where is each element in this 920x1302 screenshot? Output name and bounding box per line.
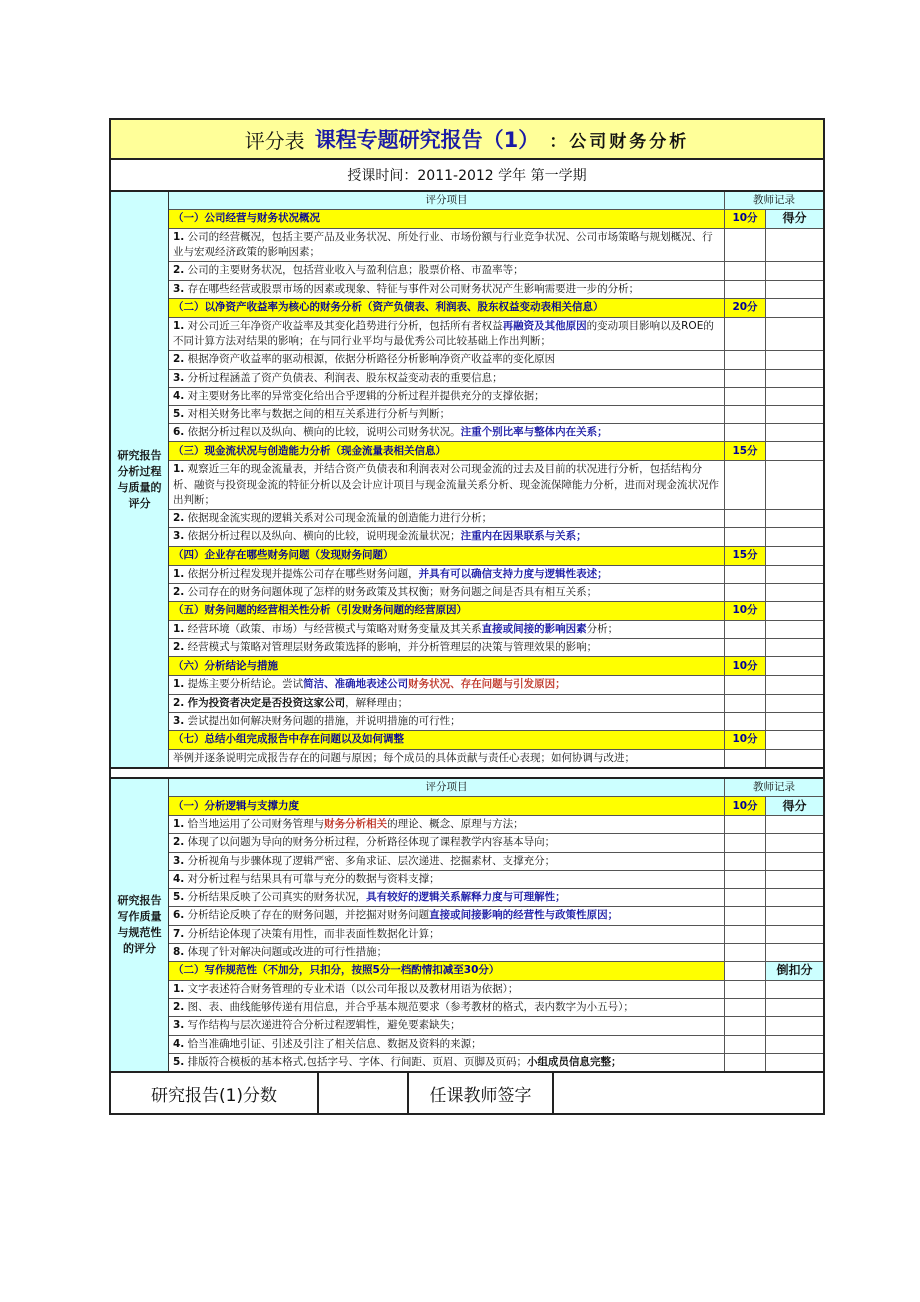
item-text: 分析结论体现了决策有用性，而非表面性数据化计算； bbox=[187, 927, 440, 940]
score-entry-cell[interactable] bbox=[765, 1054, 823, 1071]
score-entry-cell[interactable] bbox=[765, 510, 823, 527]
criteria-text bbox=[169, 566, 724, 583]
category-label: （一）分析逻辑与支撑力度 bbox=[173, 799, 299, 812]
item-text: 依据分析过程以及纵向、横向的比较，说明现金流量状况； bbox=[187, 530, 461, 543]
item-text: 恰当准确地引证、引述及引注了相关信息、数据及资料的来源； bbox=[187, 1037, 482, 1050]
item-number: 2. bbox=[173, 512, 185, 525]
score-entry-cell[interactable] bbox=[765, 351, 823, 368]
teacher-record-cell[interactable] bbox=[724, 907, 765, 924]
item-number: 2. bbox=[173, 585, 185, 598]
score-cell[interactable] bbox=[765, 602, 823, 620]
teacher-header: 教师记录 bbox=[724, 779, 823, 796]
criteria-row bbox=[169, 262, 823, 280]
teacher-record-cell[interactable] bbox=[724, 351, 765, 368]
teacher-record-cell[interactable] bbox=[724, 281, 765, 298]
teacher-record-cell[interactable] bbox=[724, 695, 765, 712]
criteria-row bbox=[169, 981, 823, 999]
score-entry-cell[interactable] bbox=[765, 981, 823, 998]
item-text: 恰当地运用了公司财务管理与 bbox=[187, 818, 325, 831]
item-text: 对主要财务比率的异常变化给出合乎逻辑的分析过程并提供充分的支撑依据； bbox=[187, 389, 545, 402]
teacher-record-cell[interactable] bbox=[724, 676, 765, 693]
item-number: 4. bbox=[173, 389, 185, 402]
item-number: 3. bbox=[173, 1019, 185, 1032]
score-cell[interactable] bbox=[765, 547, 823, 565]
criteria-row bbox=[169, 907, 823, 925]
score-entry-cell[interactable] bbox=[765, 1017, 823, 1034]
category-row bbox=[169, 657, 823, 676]
item-number: 3. bbox=[173, 530, 185, 543]
criteria-row bbox=[169, 713, 823, 731]
criteria-text bbox=[169, 834, 724, 851]
criteria-row bbox=[169, 1036, 823, 1054]
item-number: 5. bbox=[173, 1055, 185, 1068]
teacher-record-cell[interactable] bbox=[724, 871, 765, 888]
item-text: 分析过程涵盖了资产负债表、利润表、股东权益变动表的重要信息； bbox=[187, 371, 503, 384]
item-number: 3. bbox=[173, 371, 185, 384]
criteria-text bbox=[169, 406, 724, 423]
category-label: （二）写作规范性（不加分，只扣分，按照5分一档酌情扣减至30分） bbox=[173, 964, 500, 977]
criteria-row bbox=[169, 351, 823, 369]
criteria-text bbox=[169, 750, 724, 767]
item-text: 分析结果反映了公司真实的财务状况， bbox=[187, 891, 367, 904]
item-number: 4. bbox=[173, 1037, 185, 1050]
score-entry-cell[interactable] bbox=[765, 713, 823, 730]
criteria-row bbox=[169, 370, 823, 388]
criteria-text bbox=[169, 999, 724, 1016]
teacher-record-cell[interactable] bbox=[724, 424, 765, 441]
item-text: 体现了针对解决问题或改进的可行性措施； bbox=[187, 945, 388, 958]
item-text-tail: 分析； bbox=[586, 622, 619, 635]
criteria-text bbox=[169, 944, 724, 961]
criteria-row bbox=[169, 1054, 823, 1071]
criteria-row bbox=[169, 834, 823, 852]
teacher-record-cell[interactable] bbox=[724, 944, 765, 961]
sheet-title bbox=[111, 120, 823, 160]
criteria-text bbox=[169, 926, 724, 943]
item-text: 公司的主要财务状况，包括营业收入与盈利信息；股票价格、市盈率等； bbox=[187, 264, 524, 277]
score-entry-cell[interactable] bbox=[765, 318, 823, 350]
criteria-row bbox=[169, 999, 823, 1017]
item-number: 1. bbox=[173, 983, 185, 995]
item-header: 评分项目 bbox=[425, 193, 468, 206]
item-text: 尝试提出如何解决财务问题的措施，并说明措施的可行性； bbox=[187, 714, 461, 727]
item-number: 8. bbox=[173, 945, 185, 958]
item-text: 观察近三年的现金流量表，并结合资产负债表和利润表对公司现金流的过去及目前的状况进行分析，包括结构分析、融资与投资现金流的特征分析以及会计应计项目与现金流量关系分析、现金流保障能力分析，进而对现金流状况作出判断； bbox=[173, 463, 719, 506]
item-emphasis: 具有较好的逻辑关系解释力度与可理解性； bbox=[366, 891, 566, 904]
item-text: 写作结构与层次递进符合分析过程逻辑性，避免要素缺失； bbox=[187, 1019, 461, 1032]
category-label: （五）财务问题的经营相关性分析（引发财务问题的经营原因） bbox=[173, 604, 467, 617]
sign-label: 任课教师签字 bbox=[409, 1073, 554, 1113]
criteria-row bbox=[169, 566, 823, 584]
score-cell[interactable] bbox=[765, 442, 823, 460]
teacher-record-cell[interactable] bbox=[724, 510, 765, 527]
criteria-text bbox=[169, 713, 724, 730]
criteria-text bbox=[169, 621, 724, 638]
item-text-tail: ，解释理由； bbox=[345, 696, 409, 709]
part2-section bbox=[111, 779, 823, 1073]
score-entry-cell[interactable] bbox=[765, 871, 823, 888]
criteria-row bbox=[169, 424, 823, 442]
score-entry-cell[interactable] bbox=[765, 281, 823, 298]
item-emphasis: 注重内在因果联系与关系； bbox=[460, 530, 587, 543]
item-text: 经营模式与策略对管理层财务政策选择的影响，并分析管理层的决策与管理效果的影响； bbox=[187, 641, 598, 654]
item-number: 2. bbox=[173, 264, 185, 277]
criteria-row bbox=[169, 584, 823, 602]
item-emphasis: 直接或间接的影响因素 bbox=[481, 622, 587, 635]
category-points bbox=[724, 962, 765, 980]
criteria-text bbox=[169, 695, 724, 712]
item-number: 1. bbox=[173, 319, 185, 332]
category-row bbox=[169, 602, 823, 621]
criteria-row bbox=[169, 461, 823, 510]
criteria-row bbox=[169, 388, 823, 406]
category-label: （一）公司经营与财务状况概况 bbox=[173, 212, 320, 225]
category-points: 15分 bbox=[724, 442, 765, 460]
teacher-record-cell[interactable] bbox=[724, 834, 765, 851]
criteria-row bbox=[169, 318, 823, 351]
criteria-row bbox=[169, 281, 823, 299]
teacher-record-cell[interactable] bbox=[724, 816, 765, 833]
category-points: 15分 bbox=[724, 547, 765, 565]
criteria-text bbox=[169, 510, 724, 527]
criteria-text bbox=[169, 584, 724, 601]
criteria-text bbox=[169, 1036, 724, 1053]
category-label: （三）现金流状况与创造能力分析（现金流量表相关信息） bbox=[173, 444, 446, 457]
teacher-record-cell[interactable] bbox=[724, 528, 765, 545]
category-row bbox=[169, 731, 823, 750]
item-number: 5. bbox=[173, 891, 185, 904]
item-number: 2. bbox=[173, 836, 185, 849]
criteria-row bbox=[169, 621, 823, 639]
criteria-text bbox=[169, 370, 724, 387]
teacher-record-cell[interactable] bbox=[724, 584, 765, 601]
score-entry-cell[interactable] bbox=[765, 750, 823, 767]
score-cell[interactable] bbox=[765, 299, 823, 317]
score-entry-cell[interactable] bbox=[765, 639, 823, 656]
score-sheet bbox=[109, 118, 825, 1115]
item-number: 1. bbox=[173, 231, 185, 243]
criteria-text bbox=[169, 889, 724, 906]
part1-side-label: 研究报告分析过程与质量的评分 bbox=[111, 192, 169, 767]
teacher-record-cell[interactable] bbox=[724, 999, 765, 1016]
criteria-text bbox=[169, 676, 724, 693]
item-number: 1. bbox=[173, 622, 185, 635]
score-entry-cell[interactable] bbox=[765, 926, 823, 943]
score-entry-cell[interactable] bbox=[765, 621, 823, 638]
item-text: 公司存在的财务问题体现了怎样的财务政策及其权衡；财务问题之间是否具有相互关系； bbox=[187, 585, 598, 598]
teacher-record-cell[interactable] bbox=[724, 853, 765, 870]
teacher-record-cell[interactable] bbox=[724, 1036, 765, 1053]
item-text-tail: 的理论、概念、原理与方法； bbox=[387, 818, 524, 831]
item-number: 2. bbox=[173, 353, 185, 366]
score-entry-cell[interactable] bbox=[765, 262, 823, 279]
score-entry-cell[interactable] bbox=[765, 944, 823, 961]
item-number: 6. bbox=[173, 426, 185, 439]
item-number: 1. bbox=[173, 567, 185, 580]
item-text: 分析视角与步骤体现了逻辑严密、多角求证、层次递进、挖掘素材、支撑充分； bbox=[187, 854, 556, 867]
part1-section bbox=[111, 192, 823, 769]
item-emphasis-bold: 小组成员信息完整； bbox=[526, 1055, 622, 1068]
category-row bbox=[169, 962, 823, 981]
criteria-text bbox=[169, 528, 724, 545]
criteria-row bbox=[169, 750, 823, 767]
teacher-record-cell[interactable] bbox=[724, 621, 765, 638]
category-label: （六）分析结论与措施 bbox=[173, 659, 278, 672]
score-cell: 倒扣分 bbox=[765, 962, 823, 980]
score-cell[interactable] bbox=[765, 657, 823, 675]
teacher-record-cell[interactable] bbox=[724, 713, 765, 730]
category-row bbox=[169, 442, 823, 461]
criteria-row bbox=[169, 676, 823, 694]
criteria-row bbox=[169, 528, 823, 546]
item-text: 对分析过程与结果具有可靠与充分的数据与资料支撑； bbox=[187, 872, 440, 885]
score-entry-cell[interactable] bbox=[765, 816, 823, 833]
term-line: 授课时间：2011-2012 学年 第一学期 bbox=[111, 160, 823, 192]
item-emphasis: 再融资及其他原因 bbox=[502, 319, 587, 332]
part2-rows bbox=[169, 779, 823, 1071]
item-number: 1. bbox=[173, 818, 185, 831]
item-emphasis: 直接或间接影响的经营性与政策性原因； bbox=[429, 909, 619, 922]
teacher-record-cell[interactable] bbox=[724, 926, 765, 943]
criteria-row bbox=[169, 695, 823, 713]
score-entry-cell[interactable] bbox=[765, 406, 823, 423]
item-text: 提炼主要分析结论。尝试 bbox=[187, 678, 304, 691]
criteria-row bbox=[169, 816, 823, 834]
teacher-record-cell[interactable] bbox=[724, 406, 765, 423]
teacher-record-cell[interactable] bbox=[724, 370, 765, 387]
item-text: 公司的经营概况，包括主要产品及业务状况、所处行业、市场份额与行业竞争状况、公司市场策略与规划概况、行业与宏观经济政策的影响因素； bbox=[173, 231, 713, 259]
score-cell: 得分 bbox=[765, 797, 823, 815]
item-text: 举例并逐条说明完成报告存在的问题与原因；每个成员的具体贡献与责任心表现；如何协调与改进； bbox=[173, 752, 635, 765]
teacher-record-cell[interactable] bbox=[724, 1054, 765, 1071]
item-emphasis-red: 财务分析相关 bbox=[324, 818, 388, 831]
score-input[interactable] bbox=[319, 1073, 409, 1113]
criteria-text bbox=[169, 853, 724, 870]
item-number: 3. bbox=[173, 854, 185, 867]
category-row bbox=[169, 797, 823, 816]
teacher-header: 教师记录 bbox=[724, 192, 823, 209]
criteria-text bbox=[169, 229, 724, 261]
criteria-text bbox=[169, 388, 724, 405]
teacher-record-cell[interactable] bbox=[724, 318, 765, 350]
score-entry-cell[interactable] bbox=[765, 370, 823, 387]
criteria-text bbox=[169, 281, 724, 298]
criteria-text bbox=[169, 351, 724, 368]
criteria-text bbox=[169, 262, 724, 279]
item-text-tail: 的变动项目影响以及ROE的不同计算方法对结果的影响；在与同行业平均与最优秀公司比较基础上作出判断； bbox=[173, 319, 714, 348]
criteria-text bbox=[169, 907, 724, 924]
item-number: 1. bbox=[173, 678, 185, 691]
item-emphasis: 简洁、准确地表述公司 bbox=[303, 678, 409, 691]
item-number: 1. bbox=[173, 463, 185, 476]
score-entry-cell[interactable] bbox=[765, 424, 823, 441]
item-number: 2. bbox=[173, 696, 185, 709]
category-label: （二）以净资产收益率为核心的财务分析（资产负债表、利润表、股东权益变动表相关信息） bbox=[173, 301, 604, 314]
item-number: 7. bbox=[173, 927, 185, 940]
score-cell[interactable] bbox=[765, 731, 823, 749]
item-text: 依据分析过程以及纵向、横向的比较，说明公司财务状况。 bbox=[187, 426, 461, 439]
score-entry-cell[interactable] bbox=[765, 853, 823, 870]
item-number: 2. bbox=[173, 1001, 185, 1014]
criteria-row bbox=[169, 406, 823, 424]
category-points: 10分 bbox=[724, 602, 765, 620]
category-points: 10分 bbox=[724, 210, 765, 228]
criteria-text bbox=[169, 318, 724, 350]
item-emphasis-red: 财务状况、存在问题与引发原因； bbox=[408, 678, 566, 691]
teacher-record-cell[interactable] bbox=[724, 566, 765, 583]
score-entry-cell[interactable] bbox=[765, 695, 823, 712]
criteria-row bbox=[169, 229, 823, 262]
section-gap bbox=[111, 769, 823, 779]
item-text: 经营环境（政策、市场）与经营模式与策略对财务变量及其关系 bbox=[187, 622, 482, 635]
item-text: 分析结论反映了存在的财务问题，并挖掘对财务问题 bbox=[187, 909, 430, 922]
item-text: 体现了以问题为导向的财务分析过程，分析路径体现了课程教学内容基本导向； bbox=[187, 836, 556, 849]
part2-header-row bbox=[169, 779, 823, 797]
part1-header-row bbox=[169, 192, 823, 210]
item-text: 排版符合模板的基本格式,包括字号、字体、行间距、页眉、页脚及页码； bbox=[187, 1055, 527, 1068]
teacher-record-cell[interactable] bbox=[724, 388, 765, 405]
part2-side-label: 研究报告写作质量与规范性的评分 bbox=[111, 779, 169, 1071]
category-points: 10分 bbox=[724, 731, 765, 749]
category-label: （四）企业存在哪些财务问题（发现财务问题） bbox=[173, 548, 394, 561]
score-entry-cell[interactable] bbox=[765, 676, 823, 693]
title-suffix: ：公司财务分析 bbox=[549, 131, 690, 152]
score-entry-cell[interactable] bbox=[765, 528, 823, 545]
item-header: 评分项目 bbox=[425, 781, 468, 794]
category-points: 20分 bbox=[724, 299, 765, 317]
criteria-text bbox=[169, 1054, 724, 1071]
criteria-row bbox=[169, 871, 823, 889]
score-entry-cell[interactable] bbox=[765, 461, 823, 509]
item-number: 5. bbox=[173, 407, 185, 420]
score-entry-cell[interactable] bbox=[765, 834, 823, 851]
criteria-row bbox=[169, 1017, 823, 1035]
teacher-record-cell[interactable] bbox=[724, 461, 765, 509]
criteria-text bbox=[169, 1017, 724, 1034]
teacher-record-cell[interactable] bbox=[724, 639, 765, 656]
criteria-text bbox=[169, 461, 724, 509]
category-row bbox=[169, 547, 823, 566]
criteria-row bbox=[169, 510, 823, 528]
score-entry-cell[interactable] bbox=[765, 1036, 823, 1053]
item-text: 图、表、曲线能够传递有用信息，并合乎基本规范要求（参考教材的格式，表内数字为小五号）； bbox=[187, 1001, 634, 1014]
category-row bbox=[169, 210, 823, 229]
score-entry-cell[interactable] bbox=[765, 566, 823, 583]
item-number: 2. bbox=[173, 641, 185, 654]
criteria-row bbox=[169, 944, 823, 962]
teacher-record-cell[interactable] bbox=[724, 750, 765, 767]
criteria-text bbox=[169, 639, 724, 656]
teacher-record-cell[interactable] bbox=[724, 981, 765, 998]
item-text: 根据净资产收益率的驱动根源，依据分析路径分析影响净资产收益率的变化原因 bbox=[187, 353, 556, 366]
category-points: 10分 bbox=[724, 797, 765, 815]
score-entry-cell[interactable] bbox=[765, 388, 823, 405]
teacher-record-cell[interactable] bbox=[724, 262, 765, 279]
title-main: 课程专题研究报告（1） bbox=[314, 128, 540, 152]
criteria-row bbox=[169, 853, 823, 871]
item-number: 6. bbox=[173, 909, 185, 922]
part1-rows bbox=[169, 192, 823, 767]
item-text: 存在哪些经营或股票市场的因素或现象、特征与事件对公司财务状况产生影响需要进一步的分析； bbox=[187, 282, 640, 295]
score-entry-cell[interactable] bbox=[765, 229, 823, 261]
criteria-row bbox=[169, 639, 823, 657]
sign-input[interactable] bbox=[554, 1073, 823, 1113]
criteria-text bbox=[169, 424, 724, 441]
score-label: 研究报告(1)分数 bbox=[111, 1073, 319, 1113]
criteria-row bbox=[169, 889, 823, 907]
teacher-record-cell[interactable] bbox=[724, 229, 765, 261]
item-emphasis-bold: 作为投资者决定是否投资这家公司 bbox=[187, 696, 346, 709]
category-row bbox=[169, 299, 823, 318]
item-emphasis: 注重个别比率与整体内在关系； bbox=[460, 426, 608, 439]
category-label: （七）总结小组完成报告中存在问题以及如何调整 bbox=[173, 733, 404, 746]
category-points: 10分 bbox=[724, 657, 765, 675]
score-entry-cell[interactable] bbox=[765, 584, 823, 601]
item-text: 文字表述符合财务管理的专业术语（以公司年报以及教材用语为依据）； bbox=[187, 983, 519, 995]
criteria-text bbox=[169, 816, 724, 833]
criteria-text bbox=[169, 871, 724, 888]
item-emphasis: 并具有可以确信支持力度与逻辑性表述； bbox=[418, 567, 608, 580]
item-text: 依据现金流实现的逻辑关系对公司现金流量的创造能力进行分析； bbox=[187, 512, 493, 525]
item-text: 对公司近三年净资产收益率及其变化趋势进行分析，包括所有者权益 bbox=[187, 319, 503, 332]
item-number: 4. bbox=[173, 872, 185, 885]
item-text: 对相关财务比率与数据之间的相互关系进行分析与判断； bbox=[187, 407, 451, 420]
score-entry-cell[interactable] bbox=[765, 889, 823, 906]
title-prefix: 评分表 bbox=[244, 128, 305, 153]
teacher-record-cell[interactable] bbox=[724, 1017, 765, 1034]
footer-row bbox=[111, 1073, 823, 1113]
score-entry-cell[interactable] bbox=[765, 907, 823, 924]
criteria-text bbox=[169, 981, 724, 998]
score-cell: 得分 bbox=[765, 210, 823, 228]
teacher-record-cell[interactable] bbox=[724, 889, 765, 906]
criteria-row bbox=[169, 926, 823, 944]
item-number: 3. bbox=[173, 714, 185, 727]
score-entry-cell[interactable] bbox=[765, 999, 823, 1016]
item-text: 依据分析过程发现并提炼公司存在哪些财务问题， bbox=[187, 567, 419, 580]
item-number: 3. bbox=[173, 282, 185, 295]
